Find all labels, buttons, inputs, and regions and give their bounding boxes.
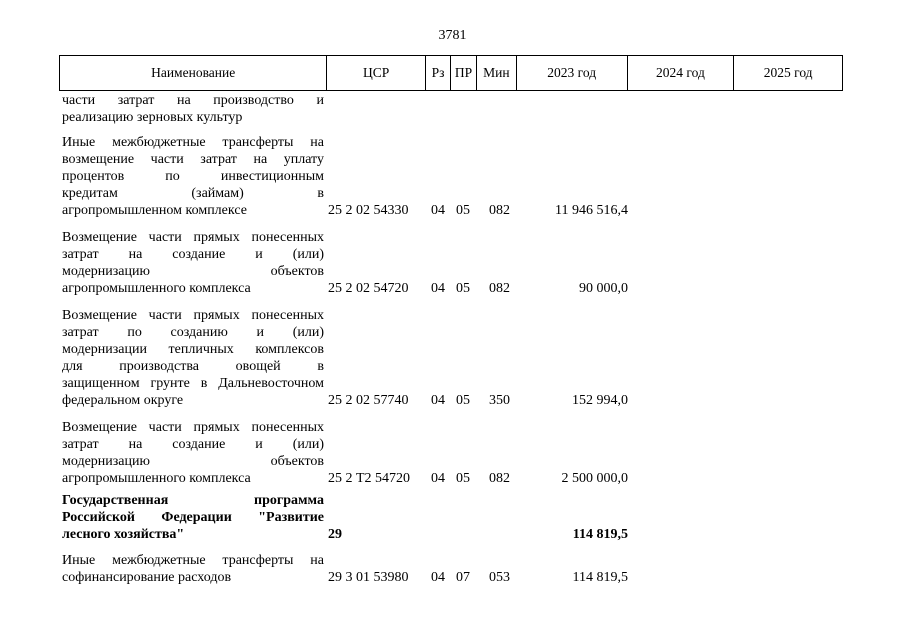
column-header-min: Мин — [477, 56, 517, 90]
row-amount-2023: 11 946 516,4 — [555, 203, 628, 218]
row-csr: 29 3 01 53980 — [328, 570, 409, 585]
row-name-line: агропромышленного комплекса — [62, 281, 251, 296]
row-min: 082 — [489, 471, 510, 486]
column-header-rz: Рз — [426, 56, 451, 90]
row-min: 350 — [489, 393, 510, 408]
row-name-line: Возмещение части прямых понесенных — [62, 420, 324, 435]
row-rz: 04 — [431, 570, 445, 585]
row-name — [62, 229, 324, 297]
row-name-line: процентов по инвестиционным — [62, 169, 324, 184]
column-header-pr: ПР — [451, 56, 477, 90]
row-rz: 04 — [431, 203, 445, 218]
row-rz: 04 — [431, 471, 445, 486]
row-rz: 04 — [431, 393, 445, 408]
row-pr: 05 — [456, 281, 470, 296]
row-name-line: возмещение части затрат на уплату — [62, 152, 324, 167]
row-name-line: защищенном грунте в Дальневосточном — [62, 376, 324, 391]
row-csr: 25 2 02 54330 — [328, 203, 409, 218]
row-name-line: затрат по созданию и (или) — [62, 325, 324, 340]
row-name-line: Иные межбюджетные трансферты на — [62, 553, 324, 568]
row-amount-2023: 2 500 000,0 — [561, 471, 628, 486]
table-header — [59, 55, 843, 91]
row-name-line: Возмещение части прямых понесенных — [62, 308, 324, 323]
row-csr: 25 2 02 57740 — [328, 393, 409, 408]
column-header-csr: ЦСР — [327, 56, 426, 90]
column-header-2024: 2024 год — [628, 56, 735, 90]
row-name — [62, 492, 324, 543]
row-name-line: части затрат на производство и — [62, 93, 324, 108]
row-name-line: Российской Федерации "Развитие — [62, 510, 324, 525]
row-name-line: лесного хозяйства" — [62, 527, 185, 542]
row-name-line: реализацию зерновых культур — [62, 110, 243, 125]
row-name-line: модернизацию объектов — [62, 454, 324, 469]
row-name-line: агропромышленного комплекса — [62, 471, 251, 486]
row-min: 082 — [489, 281, 510, 296]
row-name — [62, 92, 324, 126]
row-rz: 04 — [431, 281, 445, 296]
row-name-line: затрат на создание и (или) — [62, 247, 324, 262]
row-amount-2023: 152 994,0 — [572, 393, 628, 408]
row-name — [62, 419, 324, 487]
row-name-line: федеральном округе — [62, 393, 184, 408]
row-pr: 07 — [456, 570, 470, 585]
row-name-line: Иные межбюджетные трансферты на — [62, 135, 324, 150]
row-name — [62, 307, 324, 409]
row-name-line: Государственная программа — [62, 493, 324, 508]
row-csr: 29 — [328, 527, 342, 542]
row-name-line: софинансирование расходов — [62, 570, 232, 585]
row-name-line: кредитам (займам) в — [62, 186, 324, 201]
row-min: 053 — [489, 570, 510, 585]
row-name-line: модернизацию объектов — [62, 264, 324, 279]
row-pr: 05 — [456, 393, 470, 408]
row-name-line: затрат на создание и (или) — [62, 437, 324, 452]
page-number: 3781 — [438, 28, 467, 43]
column-header-2025: 2025 год — [763, 65, 813, 80]
row-pr: 05 — [456, 471, 470, 486]
row-name-line: для производства овощей в — [62, 359, 324, 374]
row-name-line: Возмещение части прямых понесенных — [62, 230, 324, 245]
row-amount-2023: 114 819,5 — [572, 570, 628, 585]
row-csr: 25 2 02 54720 — [328, 281, 409, 296]
row-csr: 25 2 Т2 54720 — [328, 471, 411, 486]
row-name-line: модернизации тепличных комплексов — [62, 342, 324, 357]
column-header-2023: 2023 год — [517, 56, 628, 90]
row-name — [62, 134, 324, 219]
row-name — [62, 552, 324, 586]
row-name-line: агропромышленном комплексе — [62, 203, 247, 218]
row-amount-2023: 114 819,5 — [572, 527, 628, 542]
row-min: 082 — [489, 203, 510, 218]
row-pr: 05 — [456, 203, 470, 218]
column-header-name: Наименование — [60, 56, 327, 90]
row-amount-2023: 90 000,0 — [579, 281, 628, 296]
